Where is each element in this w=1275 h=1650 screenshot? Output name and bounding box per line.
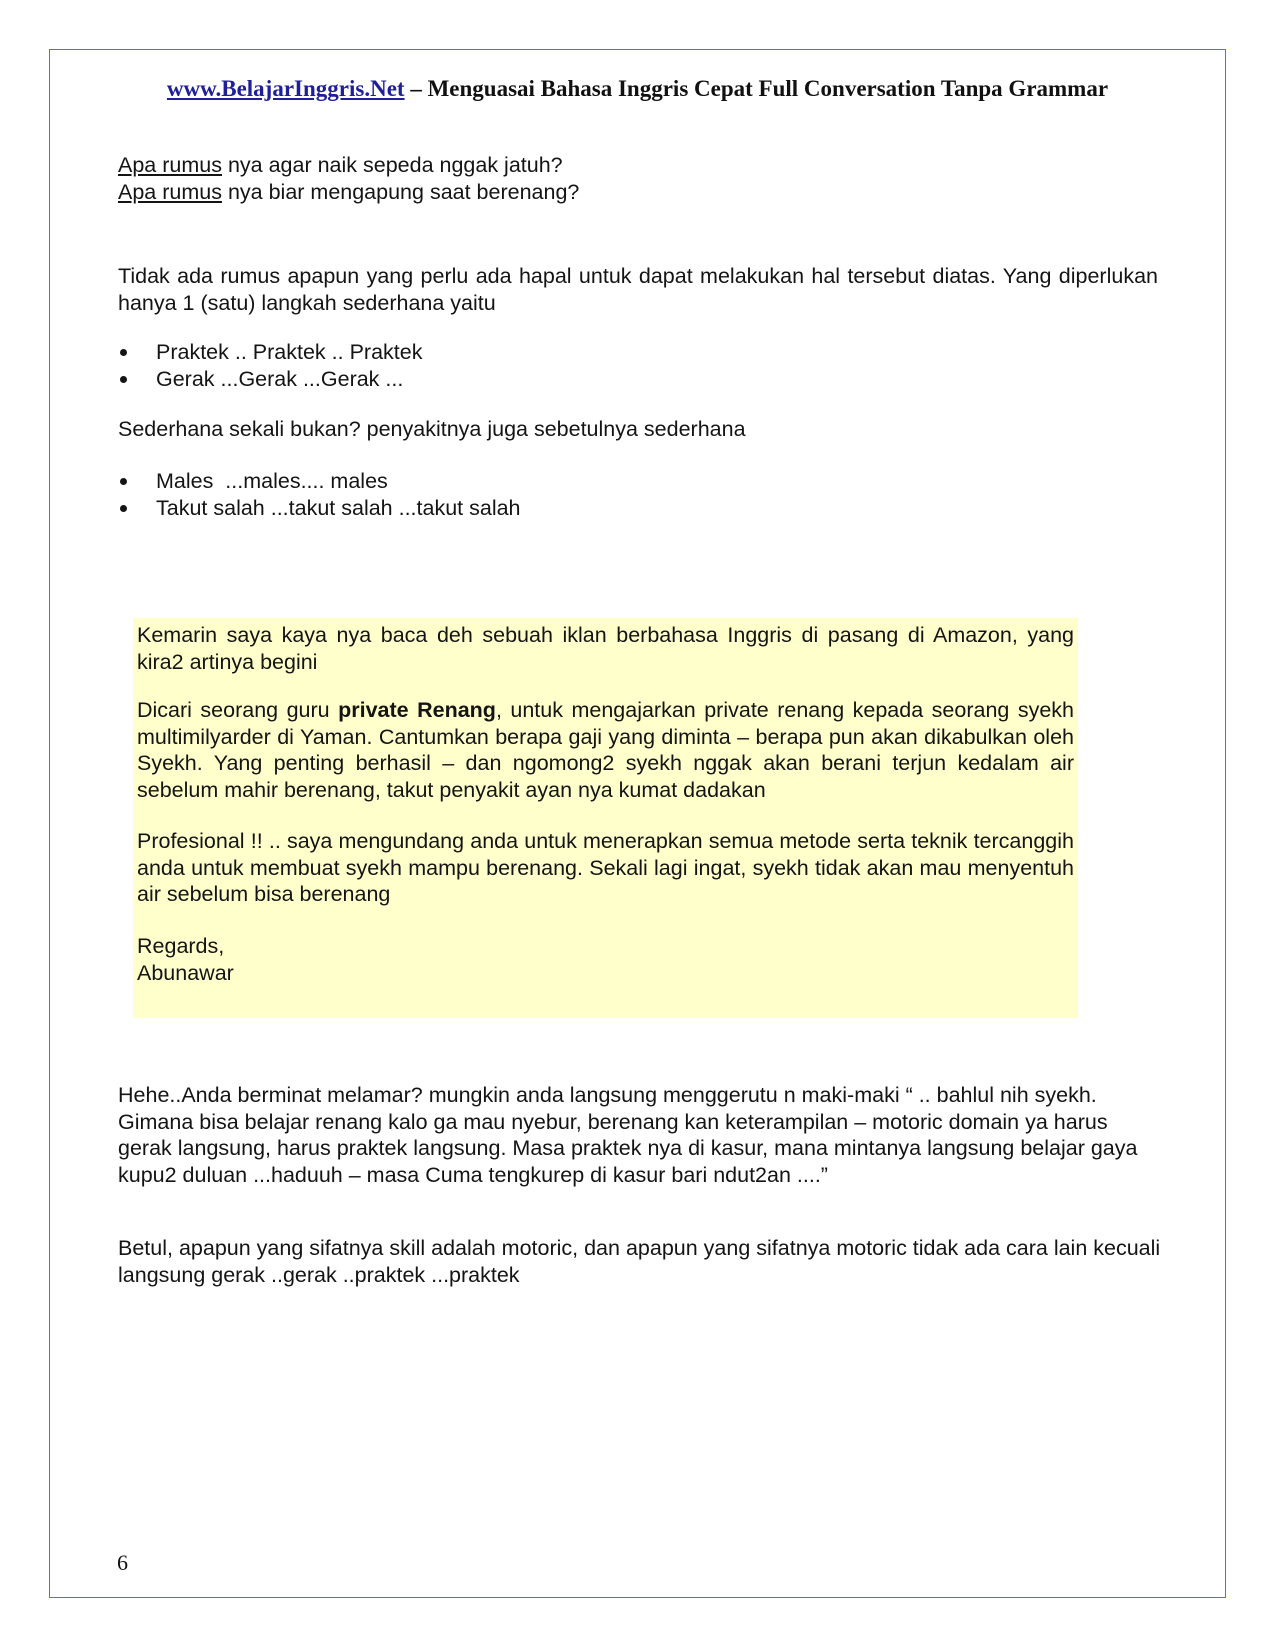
question-1-underlined: Apa rumus <box>118 153 222 177</box>
list-item-text: Gerak ...Gerak ...Gerak ... <box>156 367 404 391</box>
list-item <box>118 339 1158 366</box>
bullet-icon <box>120 478 127 485</box>
page-header <box>60 76 1215 102</box>
ad-p2-after: , untuk mengajarkan private renang kepada seorang syekh multimilyarder di Yaman. Cantumkan berapa gaji yang diminta – berapa pun akan dikabulkan oleh Syekh. Yang penting berhasil – dan ngomong2 syekh nggak akan berani terjun kedalam air sebelum mahir berenang, takut penyakit ayan nya kumat dadakan <box>137 698 1074 802</box>
simple-paragraph: Sederhana sekali bukan? penyakitnya juga sebetulnya sederhana <box>118 417 746 441</box>
question-2-underlined: Apa rumus <box>118 179 222 204</box>
steps-list <box>118 339 1158 393</box>
ad-paragraph-2 <box>137 697 1074 803</box>
ad-p2-before: Dicari seorang guru <box>137 698 339 722</box>
intro-paragraph: Tidak ada rumus apapun yang perlu ada hapal untuk dapat melakukan hal tersebut diatas. Yang diperlukan hanya 1 (satu) langkah sederhana yaitu <box>118 264 1158 315</box>
response-paragraph: Hehe..Anda berminat melamar? mungkin anda langsung menggerutu n maki-maki “ .. bahlul nih syekh. Gimana bisa belajar renang kalo ga mau nyebur, berenang kan keterampilan – motoric domain ya harus gerak langsung, harus praktek langsung. Masa praktek nya di kasur, mana mintanya langsung belajar gaya kupu2 duluan ...haduuh – masa Cuma tengkurep di kasur bari ndut2an ....” <box>118 1083 1138 1187</box>
list-item-text: Males ...males.... males <box>156 469 388 493</box>
page-number: 6 <box>117 1550 128 1575</box>
problems-list <box>118 468 1158 522</box>
question-2 <box>118 179 1158 206</box>
questions <box>118 152 1158 205</box>
list-item <box>118 468 1158 495</box>
ad-p2-bold: private Renang <box>338 698 496 722</box>
bullet-icon <box>120 376 127 383</box>
question-1-rest: nya agar naik sepeda nggak jatuh? <box>221 153 563 177</box>
question-2-rest: nya biar mengapung saat berenang? <box>221 179 580 204</box>
ad-signature: Abunawar <box>137 960 234 985</box>
ad-paragraph-3: Profesional !! .. saya mengundang anda untuk menerapkan semua metode serta teknik tercanggih anda untuk membuat syekh mampu berenang. Sekali lagi ingat, syekh tidak akan mau menyentuh air sebelum bisa berenang <box>137 829 1074 906</box>
list-item-text: Praktek .. Praktek .. Praktek <box>156 340 423 364</box>
bullet-icon <box>120 349 127 356</box>
closing-paragraph: Betul, apapun yang sifatnya skill adalah motoric, dan apapun yang sifatnya motoric tidak ada cara lain kecuali langsung gerak ..gerak ..praktek ...praktek <box>118 1236 1161 1287</box>
list-item <box>118 366 1158 393</box>
question-1 <box>118 152 1158 179</box>
ad-signoff <box>137 933 1074 986</box>
list-item-text: Takut salah ...takut salah ...takut salah <box>156 496 521 520</box>
site-link[interactable]: www.BelajarInggris.Net <box>166 76 405 101</box>
ad-regards: Regards, <box>137 934 225 958</box>
list-item <box>118 495 1158 522</box>
bullet-icon <box>120 505 127 512</box>
ad-intro: Kemarin saya kaya nya baca deh sebuah iklan berbahasa Inggris di pasang di Amazon, yang kira2 artinya begini <box>137 623 1074 674</box>
header-title: – Menguasai Bahasa Inggris Cepat Full Conversation Tanpa Grammar <box>404 76 1109 101</box>
